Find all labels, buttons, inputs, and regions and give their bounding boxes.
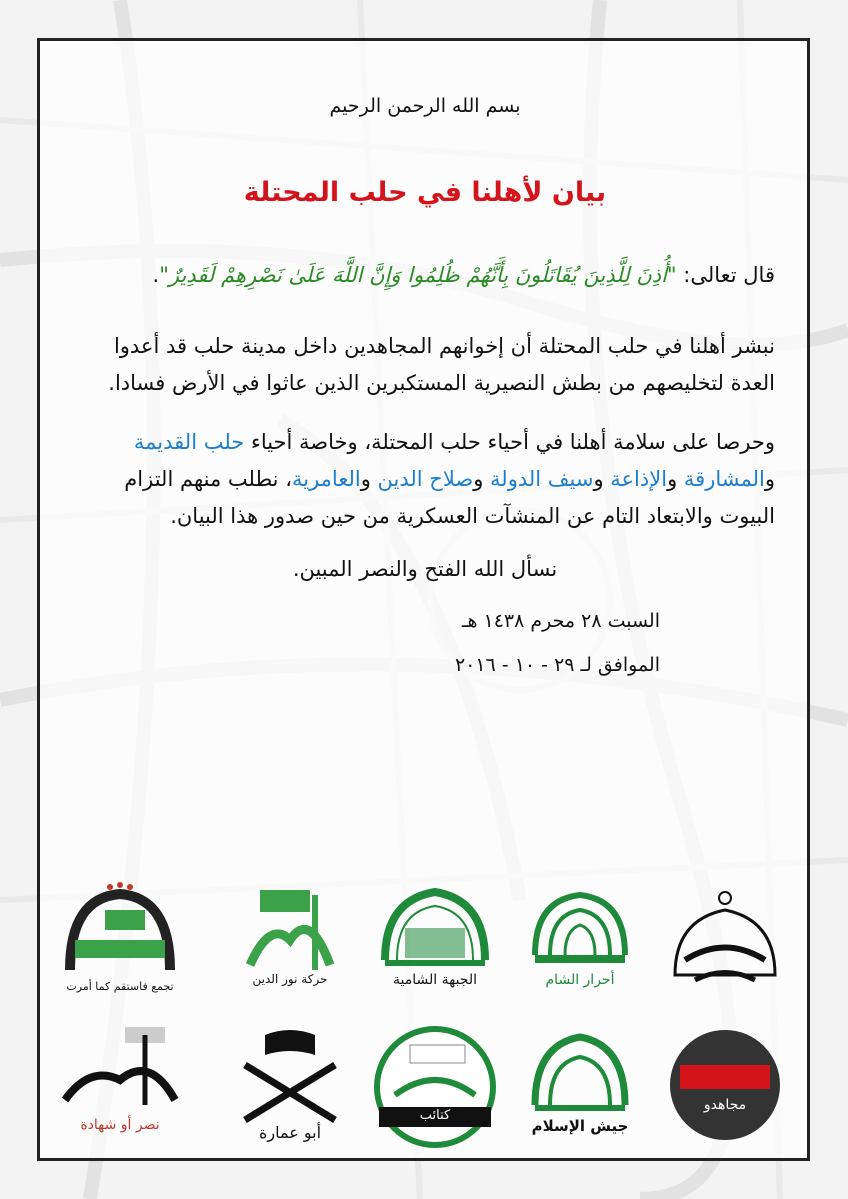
neighborhood-saif-aldawla: سيف الدولة [490, 467, 594, 491]
closing-prayer: نسأل الله الفتح والنصر المبين. [292, 557, 558, 581]
logo-ahrar-al-sham [510, 880, 650, 1005]
neighborhood-amiriya: العامرية [291, 467, 361, 491]
paragraph-good-news: نبشر أهلنا في حلب المحتلة أن إخوانهم المجاهدين داخل مدينة حلب قد أعدوا العدة لتخليصهم من بطش النصيرية المستكبرين الذين عاثوا في الأرض فسادا. [108, 334, 775, 395]
conj-2: و [667, 467, 684, 491]
logo-jaysh-al-islam [510, 1025, 650, 1150]
logo-first-regiment [50, 1025, 190, 1150]
logo-jaysh-caption: جيش الإسلام [531, 1117, 629, 1135]
conj-3: و [593, 467, 611, 491]
neighborhood-salah-aldin: صلاح الدين [377, 467, 474, 491]
logo-thuwar-caption: كتائب [419, 1108, 451, 1123]
logo-first-regiment-caption: نصر أو شهادة [80, 1117, 160, 1133]
date-hijri: السبت ٢٨ محرم ١٤٣٨ هـ [461, 610, 660, 632]
neighborhood-idhaa: الإذاعة [610, 467, 668, 491]
verse-end: . [152, 263, 160, 287]
basmala: بسم الله الرحمن الرحيم [329, 95, 521, 117]
logo-nour-al-din-zenki [220, 880, 360, 1005]
statement-title: بيان لأهلنا في حلب المحتلة [243, 177, 607, 208]
conj-5: و [360, 467, 378, 491]
neighborhood-mashariqa: المشارقة [683, 467, 765, 491]
date-gregorian: الموافق لـ ٢٩ - ١٠ - ٢٠١٦ [454, 654, 660, 676]
neighborhood-old-aleppo: حلب القديمة [133, 430, 245, 454]
logo-abu-amara-battalions [220, 1025, 360, 1150]
logo-thuwar-al-sham [365, 1025, 505, 1150]
logo-zenki-caption: حركة نور الدين [252, 972, 328, 986]
paragraph2-rest: ، نطلب منهم التزام البيوت والابتعاد التام عن المنشآت العسكرية من حين صدور هذا البيان. [124, 467, 775, 528]
logo-abu-amara-caption: أبو عمارة [258, 1123, 322, 1142]
logo-shamiya-front [365, 880, 505, 1005]
logo-ahrar-caption: أحرار الشام [545, 972, 615, 988]
conj-1: و [764, 467, 775, 491]
verse-text: "أُذِنَ لِلَّذِينَ يُقَاتَلُونَ بِأَنَّهُمْ ظُلِمُوا وَإِنَّ اللَّهَ عَلَىٰ نَصْرِهِمْ لَقَدِيرٌ" [159, 263, 677, 287]
paragraph-neighborhoods [75, 424, 775, 535]
quran-verse-line [75, 260, 775, 290]
statement-document [75, 95, 775, 687]
logo-fatah-al-sham [655, 880, 795, 1005]
logo-ashidaa-mujahidu [655, 1025, 795, 1150]
verse-intro: قال تعالى: [676, 263, 775, 287]
logo-fastaqim [50, 880, 190, 1005]
logo-ashidaa-caption: مجاهدو [703, 1097, 747, 1113]
faction-logos [50, 880, 800, 1150]
logo-shamiya-caption: الجبهة الشامية [393, 972, 477, 988]
paragraph2-intro: وحرصا على سلامة أهلنا في أحياء حلب المحتلة، وخاصة أحياء [244, 430, 775, 454]
conj-4: و [473, 467, 491, 491]
logo-fastaqim-caption: تجمع فاستقم كما أمرت [66, 980, 174, 993]
